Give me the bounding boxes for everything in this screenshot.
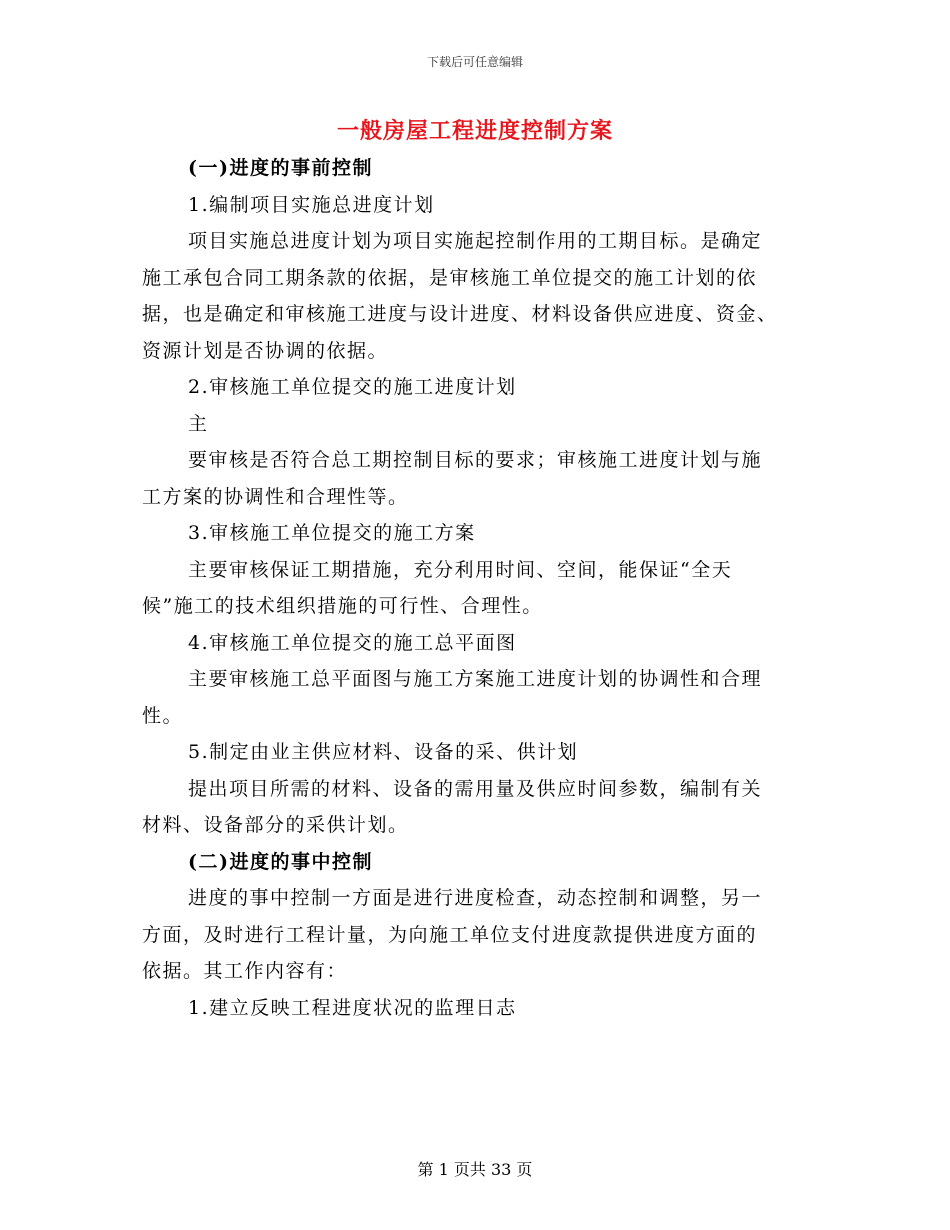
text-line: 性。 bbox=[142, 704, 184, 727]
text-line: 据，也是确定和审核施工进度与设计进度、材料设备供应进度、资金、 bbox=[142, 303, 778, 325]
document-body bbox=[142, 150, 810, 1026]
text-line: 主要审核施工总平面图与施工方案施工进度计划的协调性和合理 bbox=[188, 668, 763, 690]
header-note: 下载后可任意编辑 bbox=[426, 55, 523, 69]
text-line: 材料、设备部分的采供计划。 bbox=[142, 814, 409, 836]
text-line: 提出项目所需的材料、设备的需用量及供应时间参数，编制有关 bbox=[188, 777, 763, 800]
text-line: 方面，及时进行工程计量，为向施工单位支付进度款提供进度方面的 bbox=[142, 923, 758, 946]
text-line: 工方案的协调性和合理性等。 bbox=[142, 485, 409, 508]
section-heading: (二)进度的事中控制 bbox=[188, 850, 373, 873]
text-line: 5.制定由业主供应材料、设备的采、供计划 bbox=[188, 741, 579, 763]
text-line: 4.审核施工单位提交的施工总平面图 bbox=[188, 631, 517, 654]
text-line: 依据。其工作内容有： bbox=[142, 960, 348, 982]
document-title: 一般房屋工程进度控制方案 bbox=[336, 118, 613, 144]
text-line: 3.审核施工单位提交的施工方案 bbox=[188, 522, 476, 544]
text-line: 主要审核保证工期措施，充分利用时间、空间，能保证“全天 bbox=[188, 558, 733, 581]
section-heading: (一)进度的事前控制 bbox=[188, 157, 373, 179]
text-line: 1.建立反映工程进度状况的监理日志 bbox=[188, 996, 517, 1019]
text-line: 要审核是否符合总工期控制目标的要求；审核施工进度计划与施 bbox=[188, 449, 763, 471]
text-line: 项目实施总进度计划为项目实施起控制作用的工期目标。是确定 bbox=[188, 230, 763, 252]
page-footer: 第 1 页共 33 页 bbox=[417, 1160, 533, 1179]
text-line: 施工承包合同工期条款的依据，是审核施工单位提交的施工计划的依 bbox=[142, 266, 758, 289]
text-line: 资源计划是否协调的依据。 bbox=[142, 339, 389, 362]
text-line: 进度的事中控制一方面是进行进度检查，动态控制和调整，另一 bbox=[188, 887, 763, 909]
text-line: 候”施工的技术组织措施的可行性、合理性。 bbox=[142, 595, 543, 617]
text-line: 2.审核施工单位提交的施工进度计划 bbox=[188, 376, 517, 398]
text-line: 主 bbox=[188, 412, 209, 435]
text-line: 1.编制项目实施总进度计划 bbox=[188, 193, 435, 216]
